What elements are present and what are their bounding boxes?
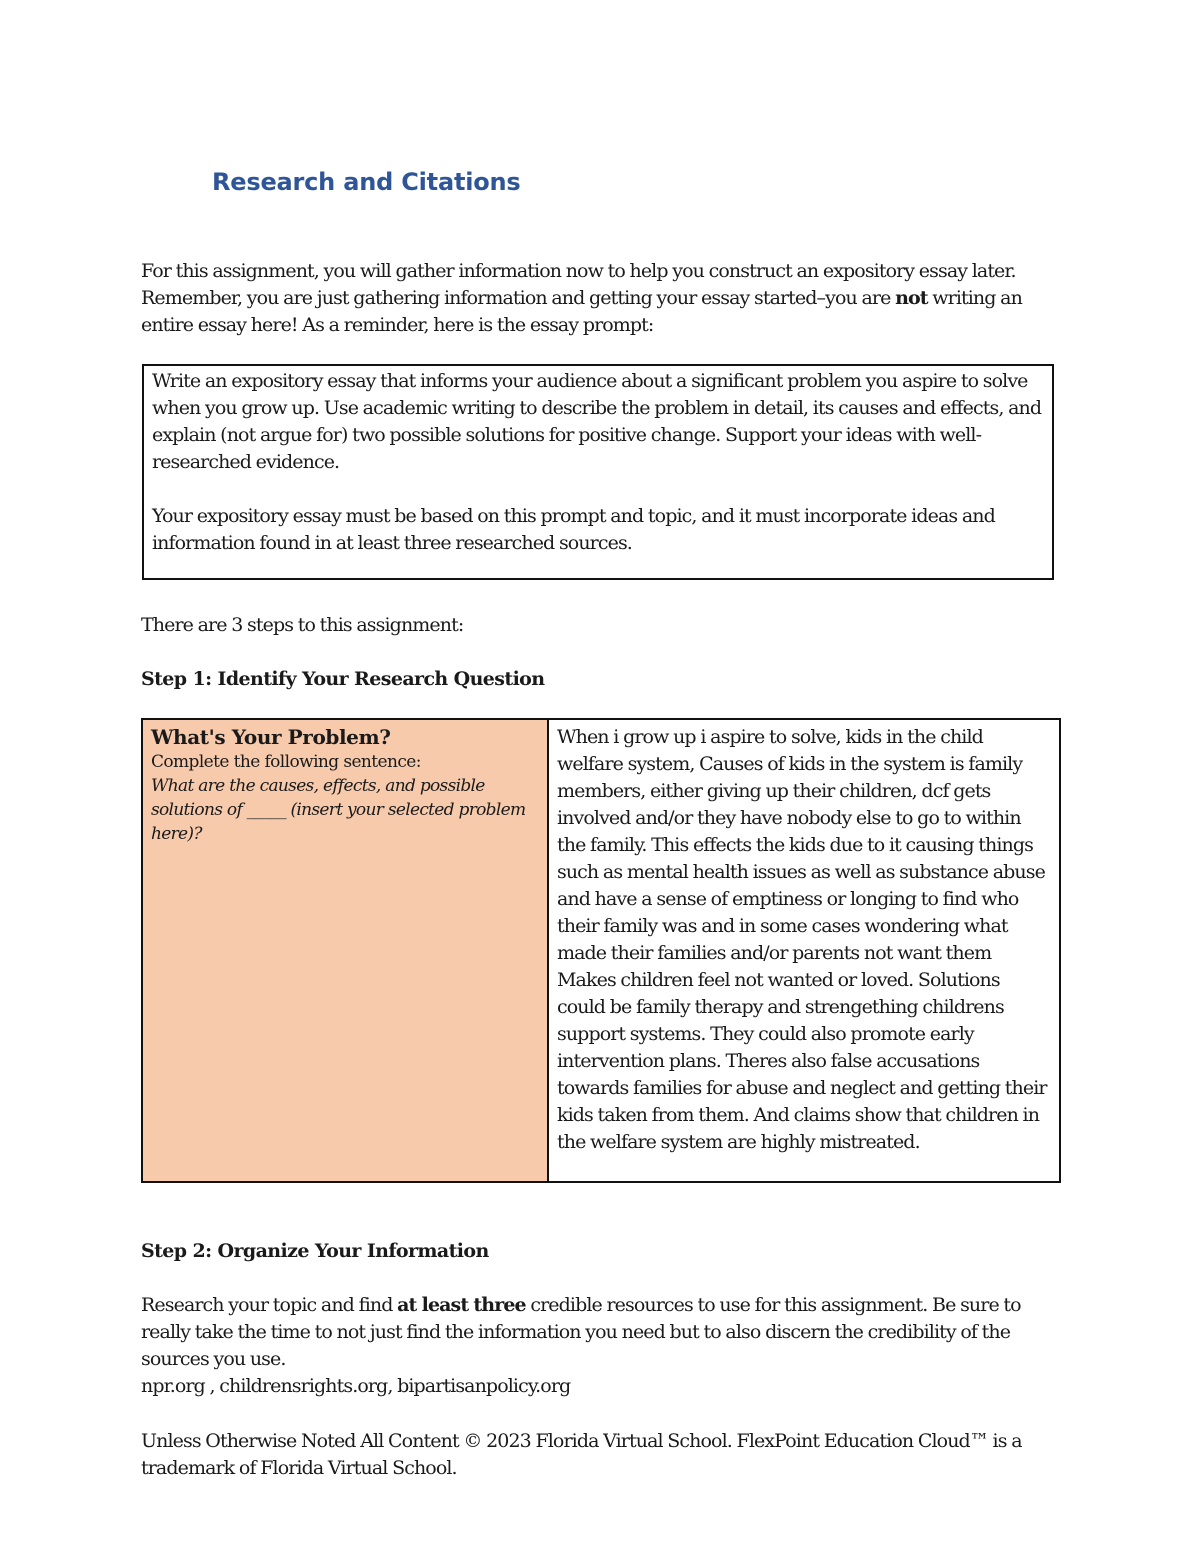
step1-heading: Step 1: Identify Your Research Question — [141, 668, 545, 690]
intro-paragraph — [141, 258, 1061, 339]
intro-bold-not: not — [895, 287, 928, 309]
research-text-2: credible resources to use for this assignment. Be sure to really take the time to not just find the information you need but to also discern the credibility of the sources you use. — [141, 1294, 1021, 1370]
step2-heading: Step 2: Organize Your Information — [141, 1240, 489, 1262]
prompt-paragraph-2: Your expository essay must be based on this prompt and topic, and it must incorporate ideas and information found in at least three researched sources. — [152, 505, 995, 554]
research-bold: at least three — [397, 1294, 526, 1316]
problem-question-sentence: What are the causes, effects, and possible solutions of _____ (insert your selected problem here)? — [151, 776, 526, 844]
problem-question-instruction: Complete the following sentence: — [151, 752, 421, 772]
intro-text-2: writing an entire essay here! As a reminder, here is the essay prompt: — [141, 287, 1022, 336]
problem-answer-cell[interactable]: When i grow up i aspire to solve, kids in the child welfare system, Causes of kids in the system is family members, either giving up their children, dcf gets involved and/or they have nobody else to go to within the family. This effects the kids due to it causing things such as mental health issues as well as substance abuse and have a sense of emptiness or longing to find who their family was and in some cases wondering what made their families and/or parents not want them Makes children feel not wanted or loved. Solutions could be family therapy and strengething childrens support systems. They could also promote early intervention plans. Theres also false accusations towards families for abuse and neglect and getting their kids taken from them. And claims show that children in the welfare system are highly mistreated. — [557, 726, 1047, 1153]
steps-intro: There are 3 steps to this assignment: — [141, 614, 464, 636]
prompt-paragraph-1: Write an expository essay that informs your audience about a significant problem you aspire to solve when you grow up. Use academic writing to describe the problem in detail, its causes and effects, and explain (not argue for) two possible solutions for positive change. Support your ideas with well-researched evidence. — [152, 370, 1042, 473]
intro-text-1: For this assignment, you will gather information now to help you construct an expository essay later. Remember, you are just gathering information and getting your essay started–you are — [141, 260, 1016, 309]
sources-list[interactable]: npr.org , childrensrights.org, bipartisanpolicy.org — [141, 1375, 571, 1397]
research-paragraph — [141, 1292, 1061, 1373]
essay-prompt-box — [142, 364, 1054, 580]
problem-question-cell — [143, 720, 549, 1181]
research-text-1: Research your topic and find — [141, 1294, 398, 1316]
page-title: Research and Citations — [212, 168, 521, 196]
copyright-footer: Unless Otherwise Noted All Content © 2023 Florida Virtual School. FlexPoint Education Cloud™ is a trademark of Florida Virtual School. — [141, 1430, 1022, 1479]
problem-question-title: What's Your Problem? — [151, 725, 391, 749]
problem-table — [141, 718, 1061, 1183]
